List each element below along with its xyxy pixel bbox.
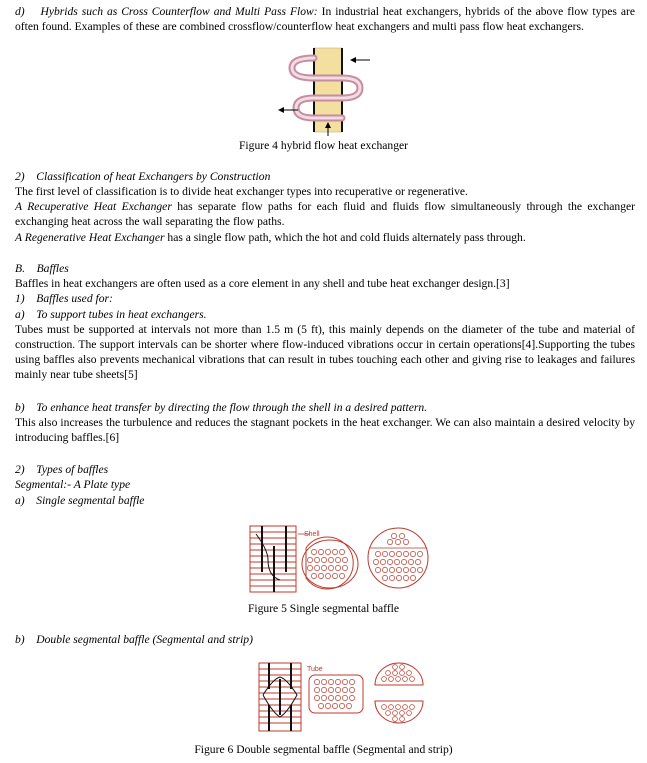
single-segmental-title: Single segmental baffle [36,494,145,507]
figure-4-caption: Figure 4 hybrid flow heat exchanger [238,139,409,152]
section-2-label: 2) [15,170,25,183]
baffles-intro: Baffles in heat exchangers are often used as a core element in any shell and tube heat exchanger design.[3] [15,277,510,290]
support-tubes-paragraph: Tubes must be supported at intervals not more than 1.5 m (5 ft), this mainly depends on the diameter of the tube and material of construction. The support intervals can be shorter where flow-induced vibrations occur in certain operations[4].Supporting the tubes using baffles also prevents mechanical vibrations that can result in tubes touching each other and giving rise to leakages and failures mainly near tube sheets[5] [15,323,635,381]
figure-4-hybrid-flow-diagram [270,44,380,136]
figure-6-double-segmental-baffle-diagram [255,655,431,739]
section-b-label: B. [15,262,25,275]
heat-transfer-title: To enhance heat transfer by directing the flow through the shell in a desired pattern. [36,401,428,414]
baffle-types-label: 2) [15,463,25,476]
baffle-types-heading [15,462,108,477]
figure-6-caption: Figure 6 Double segmental baffle (Segmental and strip) [194,743,453,756]
baffle-types-title: Types of baffles [36,463,109,476]
recuperative-text: has separate flow paths for each fluid and fluids flow simultaneously through the exchanger exchanging heat across the wall separating the flow paths. [15,200,636,228]
single-segmental-label: a) [15,494,25,507]
tube-label: Tube [307,666,323,673]
figure-5-caption: Figure 5 Single segmental baffle [247,602,400,615]
section-d-paragraph [15,4,635,34]
baffles-uses-label: 1) [15,292,25,305]
support-tubes-label: a) [15,308,25,321]
figure-5-single-segmental-baffle-diagram [246,520,436,600]
heat-transfer-paragraph: This also increases the turbulence and reduces the stagnant pockets in the heat exchanger. We can also maintain a desired velocity by introducing baffles.[6] [15,416,635,444]
section-d-title: Hybrids such as Cross Counterflow and Multi Pass Flow: [40,5,318,18]
section-d-label: d) [15,5,25,18]
section-2-title: Classification of heat Exchangers by Construction [36,170,271,183]
support-tubes-heading [15,307,207,322]
heat-transfer-heading [15,400,427,415]
shell-label: Shell [304,531,320,538]
classification-paragraph: The first level of classification is to divide heat exchanger types into recuperative or regenerative. [15,185,468,198]
section-b-heading [15,261,69,276]
support-tubes-title: To support tubes in heat exchangers. [36,308,207,321]
segmental-heading: Segmental:- A Plate type [15,478,131,491]
baffles-uses-heading [15,291,113,306]
double-segmental-heading [15,632,253,647]
regenerative-text: has a single flow path, which the hot and cold fluids alternately pass through. [167,231,526,244]
regenerative-paragraph [15,230,526,245]
section-d-text: In industrial heat exchangers, hybrids of the above flow types are often found. Examples of these are combined crossflow/counterflow heat exchangers and multi pass flow heat exchangers. [15,5,635,33]
section-b-title: Baffles [36,262,69,275]
recuperative-term: A Recuperative Heat Exchanger [15,200,172,213]
section-2-heading [15,169,270,184]
double-segmental-title: Double segmental baffle (Segmental and strip) [36,633,253,646]
heat-transfer-label: b) [15,401,25,414]
baffles-uses-title: Baffles used for: [36,292,113,305]
single-segmental-heading [15,493,144,508]
regenerative-term: A Regenerative Heat Exchanger [15,231,165,244]
recuperative-paragraph [15,199,635,229]
double-segmental-label: b) [15,633,25,646]
